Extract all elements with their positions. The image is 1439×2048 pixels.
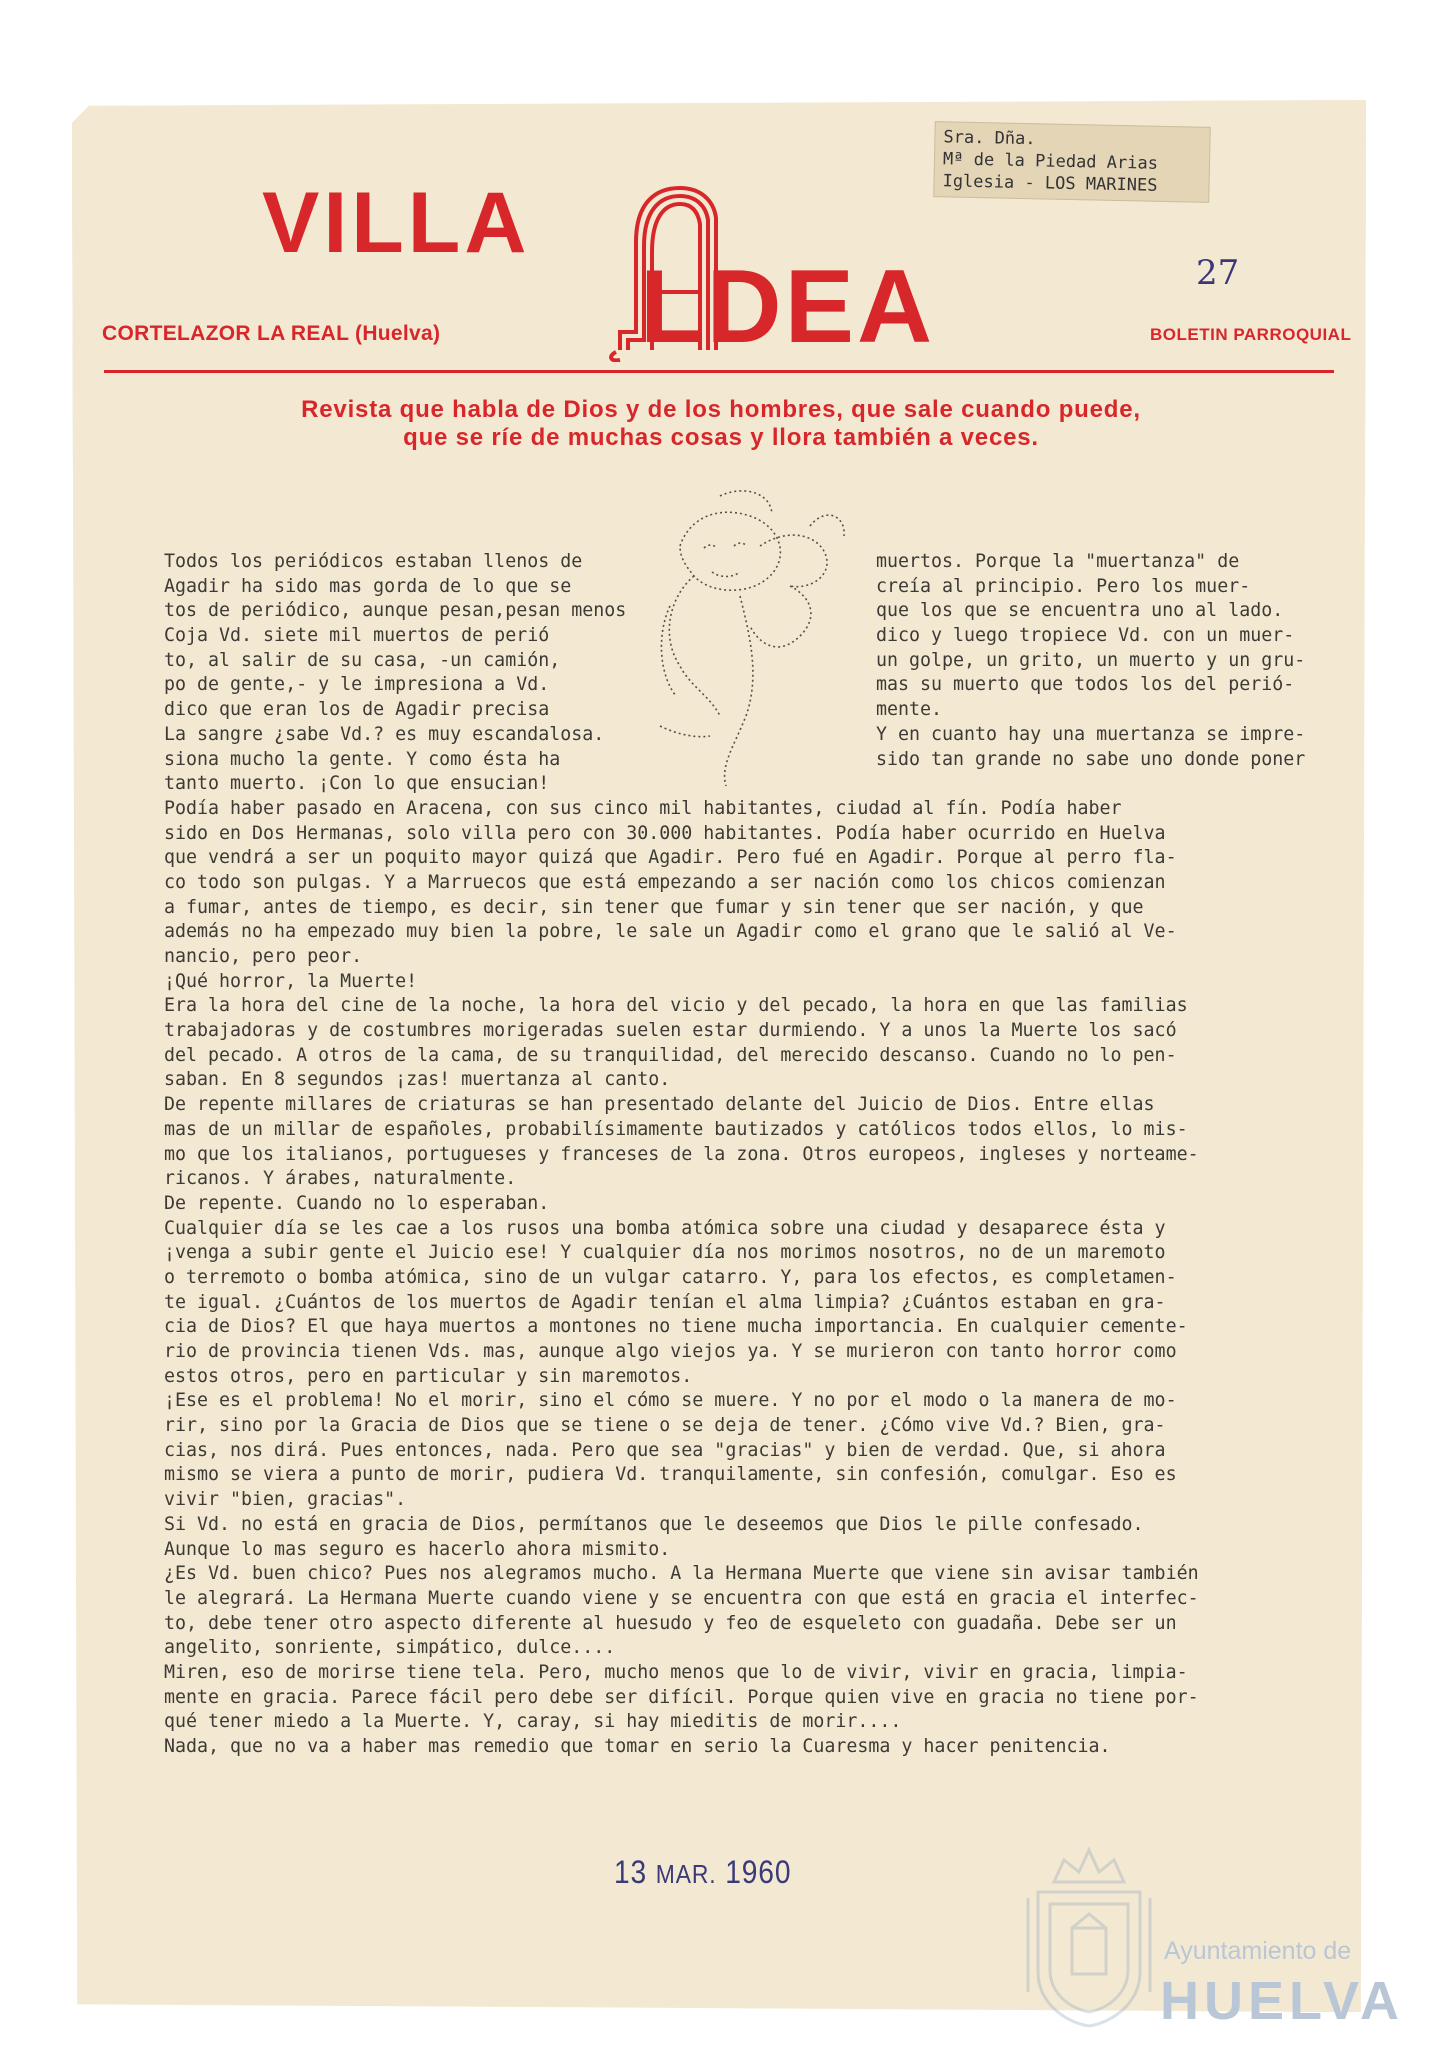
article-left-line: dico que eran los de Agadir precisa bbox=[164, 699, 550, 721]
issue-number: 27 bbox=[1196, 253, 1240, 293]
article-right-line: dico y luego tropiece Vd. con un muer- bbox=[876, 625, 1295, 647]
watermark-line: HUELVA bbox=[1160, 1971, 1404, 2031]
article-line: rir, sino por la Gracia de Dios que se tiene o se deja de tener. ¿Cómo vive Vd.? Bien, gra- bbox=[164, 1415, 1166, 1437]
article-right-line: creía al principio. Pero los muer- bbox=[876, 575, 1251, 597]
location-label: CORTELAZOR LA REAL (Huelva) bbox=[102, 322, 441, 345]
tagline-line: que se ríe de muchas cosas y llora también a veces. bbox=[403, 424, 1039, 451]
article-line: del pecado. A otros de la cama, de su tranquilidad, del merecido descanso. Cuando no lo pen- bbox=[164, 1044, 1177, 1066]
article-line: Nada, que no va a haber mas remedio que tomar en serio la Cuaresma y hacer penitencia. bbox=[164, 1736, 1111, 1757]
article-left-line: Coja Vd. siete mil muertos de perió bbox=[164, 625, 550, 647]
article-line: Cualquier día se les cae a los rusos una bomba atómica sobre una ciudad y desaparece ésta y bbox=[164, 1217, 1166, 1239]
article-left-line: tanto muerto. ¡Con lo que ensucian! bbox=[164, 773, 550, 795]
article-row bbox=[164, 649, 1334, 674]
article-line: Aunque lo mas seguro es hacerlo ahora mismito. bbox=[164, 1538, 671, 1560]
article-row bbox=[164, 599, 1334, 624]
article-line: nancio, pero peor. bbox=[164, 946, 363, 967]
article-line: qué tener miedo a la Muerte. Y, caray, si hay mieditis de morir.... bbox=[164, 1711, 902, 1733]
article-right-line: sido tan grande no sabe uno donde poner bbox=[876, 748, 1306, 770]
article-left-line: tos de periódico, aunque pesan,pesan menos bbox=[164, 600, 627, 622]
date-stamp-year: 1960 bbox=[725, 1854, 792, 1890]
article-line: co todo son pulgas. Y a Marruecos que está empezando a ser nación como los chicos comienzan bbox=[164, 871, 1166, 893]
coat-of-arms-watermark-icon bbox=[1024, 1842, 1154, 2030]
article-line: a fumar, antes de tiempo, es decir, sin tener que fumar y sin tener que ser nación, y que bbox=[164, 896, 1144, 918]
article-line: mente en gracia. Parece fácil pero debe ser difícil. Porque quien vive en gracia no tiene por- bbox=[164, 1686, 1199, 1708]
article-left-line: to, al salir de su casa, -un camión, bbox=[164, 649, 561, 671]
article-line: ¡venga a subir gente el Juicio ese! Y cualquier día nos morimos nosotros, no de un maremoto bbox=[164, 1242, 1166, 1264]
article-right-line: que los que se encuentra uno al lado. bbox=[876, 600, 1284, 622]
article-line: le alegrará. La Hermana Muerte cuando viene y se encuentra con que está en gracia el interfec- bbox=[164, 1587, 1199, 1609]
article-line: mismo se viera a punto de morir, pudiera Vd. tranquilamente, sin confesión, comulgar. Eso es bbox=[164, 1464, 1177, 1486]
article-full-width-block bbox=[164, 797, 1334, 1760]
watermark-line: Ayuntamiento de bbox=[1164, 1937, 1352, 1965]
article-line: saban. En 8 segundos ¡zas! muertanza al canto. bbox=[164, 1069, 671, 1091]
article-line: vivir "bien, gracias". bbox=[164, 1489, 407, 1511]
article-body bbox=[164, 550, 1334, 1760]
article-row bbox=[164, 772, 1334, 797]
article-left-line: La sangre ¿sabe Vd.? es muy escandalosa. bbox=[164, 723, 605, 745]
article-line: ricanos. Y árabes, naturalmente. bbox=[164, 1168, 517, 1190]
article-line: estos otros, pero en particular y sin maremotos. bbox=[164, 1365, 693, 1387]
article-line: cia de Dios? El que haya muertos a montones no tiene mucha importancia. En cualquier cemente- bbox=[164, 1316, 1188, 1338]
article-line: o terremoto o bomba atómica, sino de un vulgar catarro. Y, para los efectos, es completamen- bbox=[164, 1266, 1177, 1288]
article-row bbox=[164, 748, 1334, 773]
date-stamp-month: MAR. bbox=[655, 1859, 717, 1889]
article-line: trabajadoras y de costumbres morigeradas suelen estar durmiendo. Y a unos la Muerte los sacó bbox=[164, 1020, 1177, 1042]
article-line: ¿Es Vd. buen chico? Pues nos alegramos mucho. A la Hermana Muerte que viene sin avisar también bbox=[164, 1563, 1199, 1585]
article-line: mo que los italianos, portugueses y franceses de la zona. Otros europeos, ingleses y norteame- bbox=[164, 1143, 1199, 1165]
article-left-line: Agadir ha sido mas gorda de lo que se bbox=[164, 575, 572, 597]
article-line: rio de provincia tienen Vds. mas, aunque algo viejos ya. Y se murieron con tanto horror como bbox=[164, 1341, 1177, 1362]
article-line: Miren, eso de morirse tiene tela. Pero, mucho menos que lo de vivir, vivir en gracia, limpia- bbox=[164, 1661, 1188, 1683]
article-line: Era la hora del cine de la noche, la hora del vicio y del pecado, la hora en que las familias bbox=[164, 995, 1188, 1017]
article-line: que vendrá a ser un poquito mayor quizá que Agadir. Pero fué en Agadir. Porque al perro fla- bbox=[164, 847, 1177, 869]
article-left-line: po de gente,- y le impresiona a Vd. bbox=[164, 674, 550, 696]
masthead-title-aldea: LDEA bbox=[640, 249, 936, 365]
address-line: Sra. Dña. bbox=[943, 127, 1036, 150]
article-row bbox=[164, 698, 1334, 723]
article-left-line: siona mucho la gente. Y como ésta ha bbox=[164, 748, 561, 770]
tagline-line: Revista que habla de Dios y de los hombres, que sale cuando puede, bbox=[301, 396, 1141, 423]
article-line: De repente. Cuando no lo esperaban. bbox=[164, 1192, 550, 1214]
date-stamp-day: 13 bbox=[614, 1854, 648, 1890]
article-row bbox=[164, 575, 1334, 600]
article-line: mas de un millar de españoles, probabilísimamente bautizados y católicos todos ellos, lo mis- bbox=[164, 1118, 1188, 1140]
address-line: Mª de la Piedad Arias bbox=[942, 149, 1159, 174]
article-left-line: Todos los periódicos estaban llenos de bbox=[164, 551, 583, 572]
article-line: ¡Ese es el problema! No el morir, sino el cómo se muere. Y no por el modo o la manera de mo- bbox=[164, 1390, 1177, 1412]
article-row bbox=[164, 723, 1334, 748]
address-label bbox=[933, 121, 1211, 203]
article-line: sido en Dos Hermanas, solo villa pero con 30.000 habitantes. Podía haber ocurrido en Huelva bbox=[164, 822, 1166, 844]
article-line: te igual. ¿Cuántos de los muertos de Agadir tenían el alma limpia? ¿Cuántos estaban en gra- bbox=[164, 1291, 1166, 1313]
article-right-line: mas su muerto que todos los del perió- bbox=[876, 674, 1295, 696]
article-line: cias, nos dirá. Pues entonces, nada. Pero que sea "gracias" y bien de verdad. Que, si ahora bbox=[164, 1439, 1166, 1461]
article-row bbox=[164, 550, 1334, 575]
article-right-line: un golpe, un grito, un muerto y un gru- bbox=[876, 649, 1306, 671]
date-stamp bbox=[614, 1854, 791, 1891]
article-line: además no ha empezado muy bien la pobre, le sale un Agadir como el grano que le salió al Ve- bbox=[164, 921, 1177, 943]
masthead-divider bbox=[104, 370, 1334, 373]
bulletin-label: BOLETIN PARROQUIAL bbox=[1150, 325, 1352, 344]
article-row bbox=[164, 624, 1334, 649]
article-row bbox=[164, 673, 1334, 698]
masthead-title-villa: VILLA bbox=[262, 175, 531, 271]
article-line: Si Vd. no está en gracia de Dios, permítanos que le deseemos que Dios le pille confesado. bbox=[164, 1513, 1144, 1535]
article-line: angelito, sonriente, simpático, dulce.... bbox=[164, 1637, 616, 1659]
article-line: to, debe tener otro aspecto diferente al huesudo y feo de esqueleto con guadaña. Debe ser un bbox=[164, 1612, 1177, 1634]
article-right-line: mente. bbox=[876, 699, 943, 721]
article-right-line: muertos. Porque la "muertanza" de bbox=[876, 551, 1240, 572]
article-line: De repente millares de criaturas se han presentado delante del Juicio de Dios. Entre ellas bbox=[164, 1094, 1155, 1116]
address-line: Iglesia - LOS MARINES bbox=[942, 171, 1158, 196]
article-line: Podía haber pasado en Aracena, con sus cinco mil habitantes, ciudad al fín. Podía haber bbox=[164, 797, 1122, 819]
article-line: ¡Qué horror, la Muerte! bbox=[164, 970, 418, 992]
article-right-line: Y en cuanto hay una muertanza se impre- bbox=[876, 723, 1306, 745]
